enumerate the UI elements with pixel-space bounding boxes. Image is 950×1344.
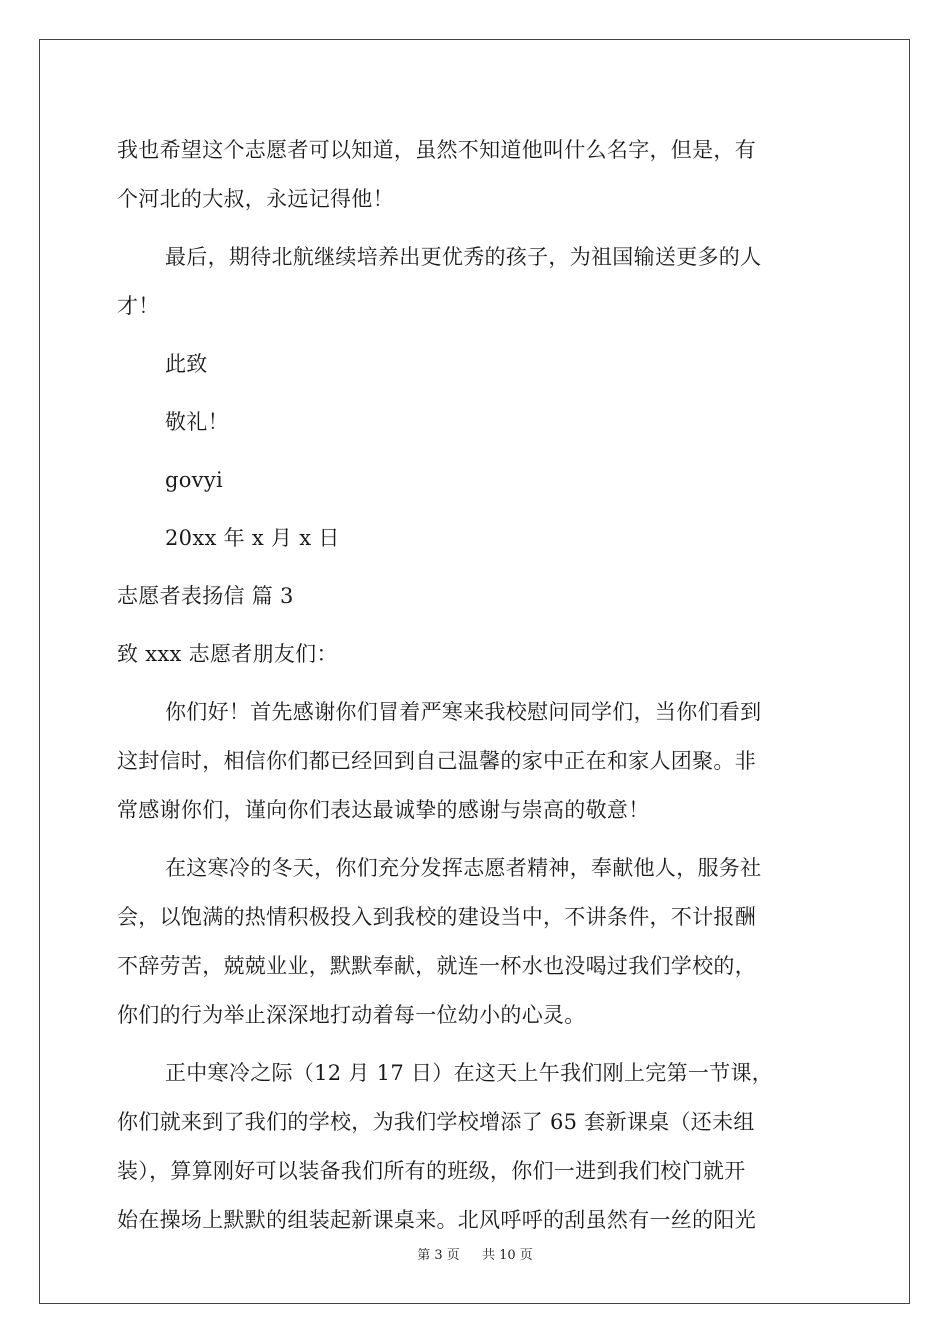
paragraph-gap — [117, 447, 835, 456]
paragraph-gap — [117, 389, 835, 398]
text-line: 这封信时，相信你们都已经回到自己温馨的家中正在和家人团聚。非 — [117, 749, 756, 773]
paragraph-gap — [117, 331, 835, 340]
text-line: 会，以饱满的热情积极投入到我校的建设当中，不讲条件，不计报酬 — [117, 905, 756, 929]
text-line: 你们好！首先感谢你们冒着严寒来我校慰问同学们，当你们看到 — [165, 700, 762, 724]
text-line: 我也希望这个志愿者可以知道，虽然不知道他叫什么名字，但是，有 — [117, 138, 756, 162]
text-line: 最后，期待北航继续培养出更优秀的孩子，为祖国输送更多的人 — [165, 245, 762, 269]
page-total: 共 10 页 — [481, 1248, 533, 1263]
text-line: 个河北的大叔，永远记得他！ — [117, 187, 394, 211]
paragraph-gap — [117, 679, 835, 688]
text-line: 志愿者表扬信 篇 3 — [117, 584, 294, 608]
document-body — [117, 126, 835, 1245]
text-line: 始在操场上默默的组装起新课桌来。北风呼呼的刮虽然有一丝的阳光 — [117, 1208, 756, 1232]
text-line: 20xx 年 x 月 x 日 — [165, 526, 340, 550]
paragraph-gap — [117, 621, 835, 630]
text-line: 此致 — [165, 352, 208, 376]
text-line: 正中寒冷之际（12 月 17 日）在这天上午我们刚上完第一节课， — [165, 1061, 774, 1085]
paragraph-gap — [117, 1040, 835, 1049]
text-line: 不辞劳苦，兢兢业业，默默奉献，就连一杯水也没喝过我们学校的， — [117, 954, 756, 978]
text-line: 敬礼！ — [165, 410, 229, 434]
text-line: 致 xxx 志愿者朋友们： — [117, 642, 338, 666]
text-line: 你们就来到了我们的学校，为我们学校增添了 65 套新课桌（还未组 — [117, 1110, 755, 1134]
text-line: govyi — [165, 468, 224, 492]
page-footer — [0, 1244, 950, 1263]
text-line: 常感谢你们，谨向你们表达最诚挚的感谢与崇高的敬意！ — [117, 798, 650, 822]
paragraph-gap — [117, 563, 835, 572]
page-number: 第 3 页 — [417, 1248, 460, 1263]
paragraph-gap — [117, 224, 835, 233]
text-line: 装），算算刚好可以装备我们所有的班级，你们一进到我们校门就开 — [117, 1159, 746, 1183]
text-line: 才！ — [117, 294, 160, 318]
paragraph-gap — [117, 835, 835, 844]
text-line: 你们的行为举止深深地打动着每一位幼小的心灵。 — [117, 1003, 586, 1027]
paragraph-gap — [117, 505, 835, 514]
text-line: 在这寒冷的冬天，你们充分发挥志愿者精神，奉献他人，服务社 — [165, 856, 762, 880]
